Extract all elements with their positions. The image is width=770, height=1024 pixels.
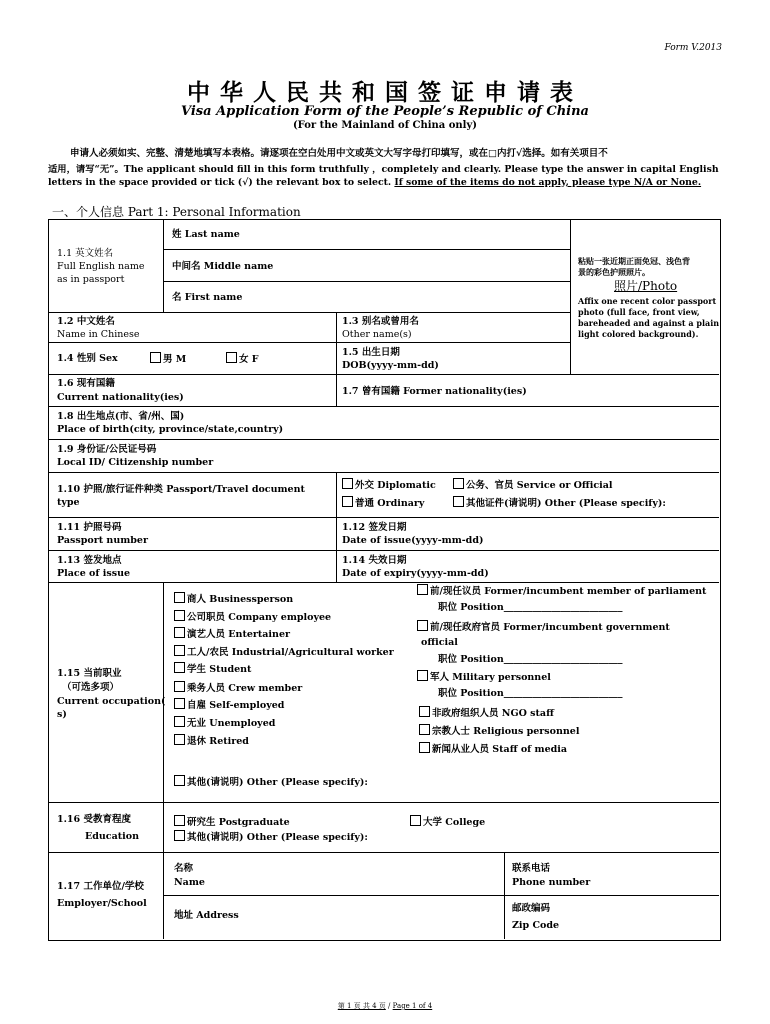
- rule: [48, 550, 719, 551]
- education-label-en: Education: [85, 831, 139, 842]
- edu-option-label: 研究生 Postgraduate: [187, 817, 290, 828]
- local-id-label-en: Local ID/ Citizenship number: [57, 457, 214, 468]
- occ-unemployed-checkbox[interactable]: [174, 716, 275, 730]
- title-chinese: 中华人民共和国签证申请表: [187, 79, 583, 106]
- doc-diplomatic-checkbox[interactable]: [342, 478, 436, 492]
- expiry-date-label-cn: 1.14 失效日期: [342, 555, 407, 566]
- edu-other-checkbox[interactable]: [174, 830, 368, 844]
- instruction-line-2: 适用，请写“无”。The applicant should fill in this form truthfully ，completely and clearly. Please type the answer in capital English: [48, 164, 719, 175]
- rule: [163, 281, 570, 282]
- photo-instruction-en2: photo (full face, front view,: [578, 307, 700, 317]
- occ-self-employed-checkbox[interactable]: [174, 698, 284, 712]
- occupation-label-cn1: 1.15 当前职业: [57, 668, 122, 679]
- full-name-label-cn: 1.1 英文姓名: [57, 248, 114, 259]
- other-names-label-en: Other name(s): [342, 329, 412, 340]
- sex-label: 1.4 性别 Sex: [57, 353, 118, 364]
- rule: [48, 312, 571, 313]
- occupation-label-cn2: （可选多项）: [62, 682, 120, 693]
- sex-female-label: 女 F: [239, 354, 259, 365]
- employer-label-en: Employer/School: [57, 898, 147, 909]
- birthplace-label-cn: 1.8 出生地点(市、省/州、国): [57, 411, 185, 422]
- photo-instruction-en1: Affix one recent color passport: [578, 296, 717, 306]
- instruction-line-3: [48, 177, 701, 188]
- instruction-line-3-underlined: If some of the items do not apply, please type N/A or None.: [394, 177, 702, 188]
- occ-option-label: 前/现任议员 Former/incumbent member of parliament: [430, 586, 707, 597]
- sex-female-checkbox[interactable]: [226, 352, 259, 366]
- issue-date-label-en: Date of issue(yyyy-mm-dd): [342, 535, 484, 546]
- form-version: Form V.2013: [664, 43, 722, 53]
- rule: [336, 312, 337, 406]
- rule: [48, 517, 719, 518]
- passport-number-label-en: Passport number: [57, 535, 148, 546]
- occ-option-label: 商人 Businessperson: [187, 594, 294, 605]
- occ-worker-checkbox[interactable]: [174, 645, 394, 659]
- employer-label-cn: 1.17 工作单位/学校: [57, 881, 144, 892]
- dob-label-en: DOB(yyyy-mm-dd): [342, 360, 439, 371]
- occ-option-label: 自雇 Self-employed: [187, 700, 285, 711]
- occ-position-field-2[interactable]: 职位 Position_________________________: [438, 654, 623, 665]
- occ-option-label: 退休 Retired: [187, 736, 249, 747]
- page-number-cn: 第 1 页 共 4 页: [337, 1002, 386, 1010]
- rule: [163, 582, 164, 939]
- occ-parliament-checkbox[interactable]: [417, 584, 706, 598]
- employer-phone-label-en[interactable]: Phone number: [512, 877, 591, 888]
- occ-crew-checkbox[interactable]: [174, 681, 302, 695]
- rule: [163, 895, 719, 896]
- occ-businessperson-checkbox[interactable]: [174, 592, 293, 606]
- employer-zip-label-en[interactable]: Zip Code: [512, 920, 560, 931]
- employer-zip-label-cn: 邮政编码: [512, 903, 551, 914]
- rule: [504, 852, 505, 939]
- occ-option-label: 宗教人士 Religious personnel: [432, 726, 580, 737]
- edu-option-label: 大学 College: [423, 817, 486, 828]
- passport-number-label-cn: 1.11 护照号码: [57, 522, 122, 533]
- occ-company-employee-checkbox[interactable]: [174, 610, 331, 624]
- middle-name-field[interactable]: 中间名 Middle name: [172, 261, 274, 272]
- occ-religious-checkbox[interactable]: [419, 724, 579, 738]
- occ-option-label: 无业 Unemployed: [187, 718, 276, 729]
- occupation-label-en1: Current occupation(: [57, 696, 166, 707]
- photo-instruction-cn2: 景的彩色护照照片。: [578, 267, 650, 277]
- employer-address-label[interactable]: 地址 Address: [174, 910, 239, 921]
- occ-retired-checkbox[interactable]: [174, 734, 249, 748]
- doc-type-label-2: type: [57, 497, 80, 508]
- rule: [48, 582, 719, 583]
- occ-option-label: 工人/农民 Industrial/Agricultural worker: [187, 647, 394, 658]
- education-label-cn: 1.16 受教育程度: [57, 814, 131, 825]
- doc-ordinary-checkbox[interactable]: [342, 496, 424, 510]
- occ-option-label: 演艺人员 Entertainer: [187, 629, 291, 640]
- occ-option-label: 前/现任政府官员 Former/incumbent government: [430, 622, 670, 633]
- rule: [163, 249, 570, 250]
- occ-military-checkbox[interactable]: [417, 670, 551, 684]
- rule: [48, 406, 719, 407]
- rule: [163, 219, 164, 312]
- occupation-label-en2: s): [57, 709, 67, 720]
- employer-name-label-en[interactable]: Name: [174, 877, 205, 888]
- rule: [48, 439, 719, 440]
- doc-service-checkbox[interactable]: [453, 478, 612, 492]
- photo-instruction-en4: light colored background).: [578, 329, 699, 339]
- chinese-name-label-cn: 1.2 中文姓名: [57, 316, 115, 327]
- employer-name-label-cn: 名称: [174, 863, 194, 874]
- photo-instruction-en3: bareheaded and against a plain: [578, 318, 720, 328]
- occ-student-checkbox[interactable]: [174, 662, 251, 676]
- rule: [570, 219, 571, 374]
- edu-option-label: 其他(请说明) Other (Please specify):: [187, 832, 368, 843]
- occ-media-checkbox[interactable]: [419, 742, 567, 756]
- occ-entertainer-checkbox[interactable]: [174, 627, 290, 641]
- doc-type-label-1: 1.10 护照/旅行证件种类 Passport/Travel document: [57, 484, 305, 495]
- title-english: Visa Application Form of the People’s Republic of China: [181, 104, 589, 119]
- rule: [48, 802, 719, 803]
- other-names-label-cn: 1.3 别名或曾用名: [342, 316, 419, 327]
- occ-option-label: 其他(请说明) Other (Please specify):: [187, 777, 368, 788]
- sex-male-checkbox[interactable]: [150, 352, 186, 366]
- occ-option-label: 军人 Military personnel: [430, 672, 551, 683]
- first-name-field[interactable]: 名 First name: [172, 292, 243, 303]
- last-name-field[interactable]: 姓 Last name: [172, 229, 240, 240]
- rule: [48, 472, 719, 473]
- occ-government-line-2: official: [421, 637, 458, 648]
- issue-date-label-cn: 1.12 签发日期: [342, 522, 407, 533]
- issue-place-label-en: Place of issue: [57, 568, 131, 579]
- nationality-label-en: Current nationality(ies): [57, 392, 184, 403]
- rule: [336, 472, 337, 582]
- page-number-separator: /: [385, 1002, 393, 1010]
- doc-other-label: 其他证件(请说明) Other (Please specify):: [466, 498, 666, 509]
- occ-position-field-1[interactable]: 职位 Position_________________________: [438, 602, 623, 613]
- issue-place-label-cn: 1.13 签发地点: [57, 555, 122, 566]
- edu-postgraduate-checkbox[interactable]: [174, 815, 290, 829]
- rule: [48, 852, 719, 853]
- page-number-en: Page 1 of 4: [392, 1002, 433, 1010]
- occ-other-checkbox[interactable]: [174, 775, 368, 789]
- occ-position-field-3[interactable]: 职位 Position_________________________: [438, 688, 623, 699]
- occ-option-label: 乘务人员 Crew member: [187, 683, 303, 694]
- expiry-date-label-en: Date of expiry(yyyy-mm-dd): [342, 568, 489, 579]
- rule: [48, 374, 719, 375]
- dob-label-cn: 1.5 出生日期: [342, 347, 400, 358]
- employer-phone-label-cn: 联系电话: [512, 863, 551, 874]
- full-name-label-en2: as in passport: [57, 274, 125, 285]
- doc-other-checkbox[interactable]: [453, 496, 666, 510]
- part1-title: 一、个人信息 Part 1: Personal Information: [52, 205, 301, 219]
- occ-option-label: 新闻从业人员 Staff of media: [432, 744, 568, 755]
- occ-ngo-checkbox[interactable]: [419, 706, 554, 720]
- page-footer: [0, 1001, 770, 1011]
- doc-service-label: 公务、官员 Service or Official: [466, 480, 613, 491]
- photo-instruction-cn1: 粘贴一张近期正面免冠、浅色背: [578, 256, 690, 266]
- nationality-label-cn: 1.6 现有国籍: [57, 378, 115, 389]
- title-subtitle: (For the Mainland of China only): [292, 120, 478, 131]
- occ-option-label: 公司职员 Company employee: [187, 612, 332, 623]
- birthplace-label-en: Place of birth(city, province/state,country): [57, 424, 284, 435]
- rule: [48, 342, 571, 343]
- occ-government-checkbox[interactable]: [417, 620, 670, 634]
- instruction-line-3-text: letters in the space provided or tick (√) the relevant box to select.: [48, 177, 392, 188]
- sex-male-label: 男 M: [163, 354, 187, 365]
- occ-option-label: 学生 Student: [187, 664, 252, 675]
- former-nationality-label: 1.7 曾有国籍 Former nationality(ies): [342, 386, 527, 397]
- doc-ordinary-label: 普通 Ordinary: [355, 498, 425, 509]
- occ-option-label: 非政府组织人员 NGO staff: [432, 708, 554, 719]
- doc-diplomatic-label: 外交 Diplomatic: [355, 480, 436, 491]
- chinese-name-label-en: Name in Chinese: [57, 329, 140, 340]
- local-id-label-cn: 1.9 身份证/公民证号码: [57, 444, 157, 455]
- instruction-line-1: 申请人必须如实、完整、清楚地填写本表格。请逐项在空白处用中文或英文大写字母打印填写，或在□内打√选择。如有关项目不: [70, 148, 608, 159]
- photo-title[interactable]: 照片/Photo: [614, 279, 678, 293]
- edu-college-checkbox[interactable]: [410, 815, 485, 829]
- full-name-label-en1: Full English name: [57, 261, 145, 272]
